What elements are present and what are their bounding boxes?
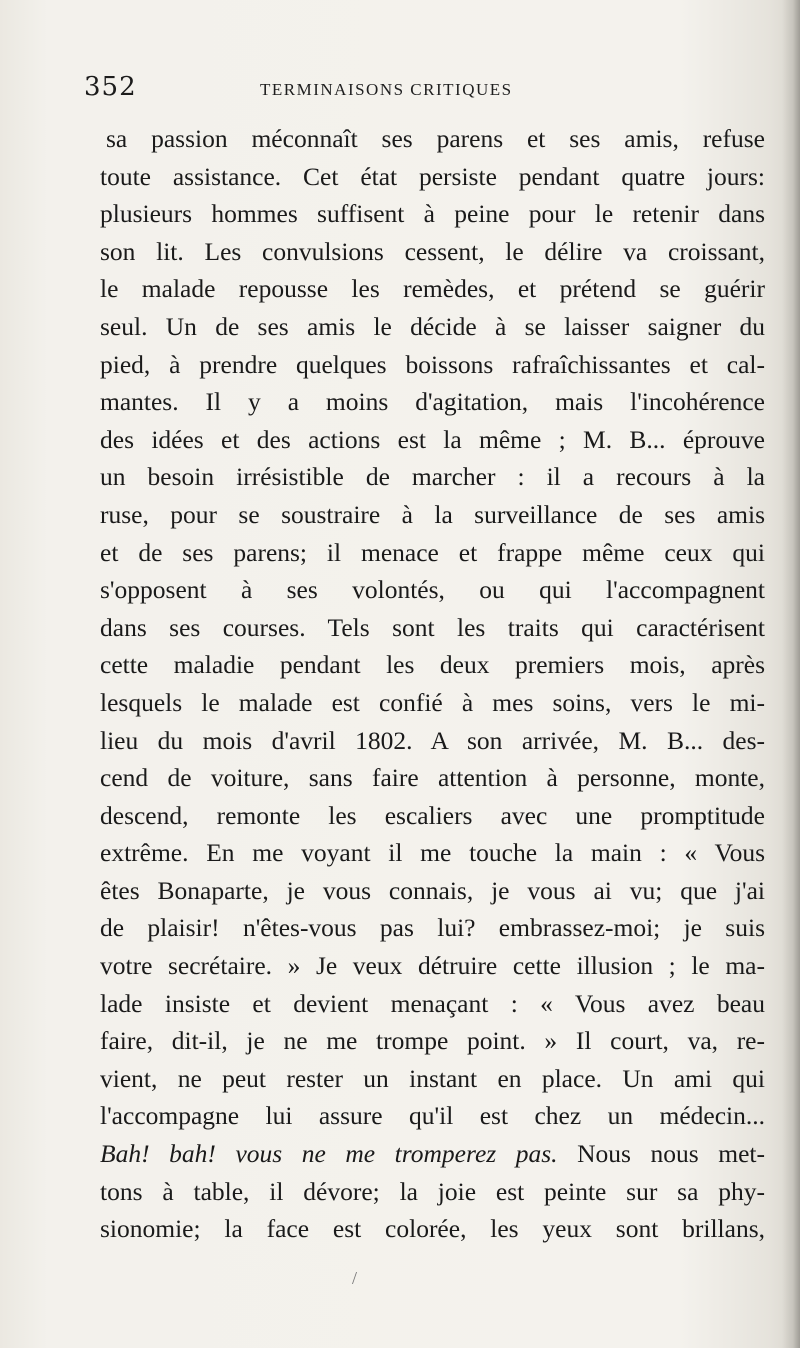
text-line: votre secrétaire. » Je veux détruire cette illusion ; le ma- [100,951,765,981]
italic-quote: Bah! bah! vous ne me tromperez pas. [100,1139,558,1169]
text-line: s'opposent à ses volontés, ou qui l'accompagnent [100,575,765,605]
text-line: faire, dit-il, je ne me trompe point. » Il court, va, re- [100,1026,765,1056]
text-line: un besoin irrésistible de marcher : il a recours à la [100,462,765,492]
text-line: vient, ne peut rester un instant en place. Un ami qui [100,1063,765,1093]
running-head: TERMINAISONS CRITIQUES [260,80,513,99]
text-line: plusieurs hommes suffisent à peine pour le retenir dans [100,199,765,229]
text-line: son lit. Les convulsions cessent, le délire va croissant, [100,236,765,266]
body-text [100,120,765,1248]
text-line: l'accompagne lui assure qu'il est chez un médecin... [100,1101,765,1131]
text-line: lieu du mois d'avril 1802. A son arrivée, M. B... des- [100,725,765,755]
paper-speck: / [352,1268,358,1288]
text-line: des idées et des actions est la même ; M. B... éprouve [100,424,765,454]
text-line: de plaisir! n'êtes-vous pas lui? embrassez-moi; je suis [100,913,765,943]
text-line: cette maladie pendant les deux premiers mois, après [100,650,765,680]
text-line: toute assistance. Cet état persiste pendant quatre jours: [100,161,765,191]
text-line: descend, remonte les escaliers avec une promptitude [100,800,765,830]
text-line: extrême. En me voyant il me touche la main : « Vous [100,838,765,868]
text-segment: Nous nous met- [577,1139,765,1169]
page-header [84,72,764,108]
text-line: êtes Bonaparte, je vous connais, je vous ai vu; que j'ai [100,875,765,905]
text-line: mantes. Il y a moins d'agitation, mais l'incohérence [100,387,765,417]
text-line: tons à table, il dévore; la joie est peinte sur sa phy- [100,1176,765,1206]
text-line: cend de voiture, sans faire attention à personne, monte, [100,763,765,793]
text-line: lesquels le malade est confié à mes soins, vers le mi- [100,687,765,717]
text-line: pied, à prendre quelques boissons rafraîchissantes et cal- [100,349,765,379]
text-line: ruse, pour se soustraire à la surveillance de ses amis [100,499,765,529]
text-line: le malade repousse les remèdes, et prétend se guérir [100,274,765,304]
text-line: et de ses parens; il menace et frappe même ceux qui [100,537,765,567]
page-edge-shadow [782,0,800,1348]
page-number: 352 [84,72,137,102]
text-line: seul. Un de ses amis le décide à se laisser saigner du [100,311,765,341]
text-line: lade insiste et devient menaçant : « Vous avez beau [100,988,765,1018]
text-line: dans ses courses. Tels sont les traits qui caractérisent [100,612,765,642]
text-line: sa passion méconnaît ses parens et ses amis, refuse [106,124,765,153]
text-line: sionomie; la face est colorée, les yeux sont brillans, [100,1214,765,1244]
text-line-mixed [100,1135,765,1173]
